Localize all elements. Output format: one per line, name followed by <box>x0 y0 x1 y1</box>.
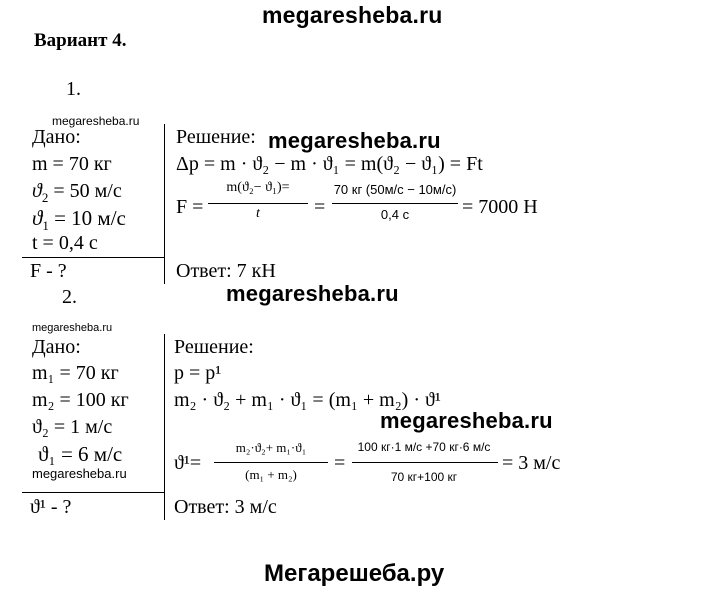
v1-symbol: ϑ <box>32 206 43 230</box>
task1-frac2-denominator: 0,4 с <box>380 207 410 222</box>
task2-given-v2: ϑ₂ = 1 м/с <box>32 416 113 438</box>
task2-given-label: Дано: <box>32 336 81 358</box>
task2-answer: Ответ: 3 м/с <box>174 496 277 518</box>
task2-given-watermark-top: megaresheba.ru <box>32 322 113 334</box>
task2-frac2-numerator: 100 кг·1 м/с +70 кг·6 м/с <box>357 440 491 454</box>
task2-equals: = <box>334 452 346 474</box>
task2-frac2-line <box>352 462 498 463</box>
footer-watermark: Мегарешеба.ру <box>264 560 445 587</box>
task1-frac1-numerator: m(ϑ₂− ϑ₁)= <box>226 180 290 195</box>
task2-frac1-line <box>214 462 328 463</box>
task1-given-v1 <box>32 206 126 234</box>
task1-given-time: t = 0,4 с <box>32 232 98 254</box>
task1-equals: = <box>314 196 326 218</box>
task1-frac1-line <box>208 203 308 204</box>
task1-given-mass: m = 70 кг <box>32 153 112 175</box>
task2-given-watermark-bottom: megaresheba.ru <box>32 466 127 481</box>
task1-force-lhs: F = <box>176 196 204 218</box>
task1-given-v2 <box>32 180 122 206</box>
v2-symbol: ϑ <box>32 180 42 202</box>
task2-number: 2. <box>62 286 77 308</box>
task1-solution-watermark: megaresheba.ru <box>268 128 441 153</box>
task2-solution-label: Решение: <box>174 336 254 358</box>
task2-column-divider <box>164 334 165 520</box>
task1-momentum-equation: Δp = m · ϑ₂ − m · ϑ₁ = m(ϑ₂ − ϑ₁) = Ft <box>176 153 483 175</box>
task1-column-divider <box>164 124 165 284</box>
task2-frac1-denominator: (m₁ + m₂) <box>245 467 297 482</box>
task2-given-v1: ϑ₁ = 6 м/с <box>38 442 123 466</box>
v2-subscript: 2 <box>41 190 49 205</box>
task2-given-m2: m₂ = 100 кг <box>32 389 129 411</box>
task1-find: F - ? <box>30 260 67 282</box>
task1-force-result: = 7000 Н <box>462 196 538 218</box>
task1-answer: Ответ: 7 кН <box>176 260 276 282</box>
v2-value: = 50 м/с <box>48 180 122 202</box>
task2-frac2-denominator: 70 кг+100 кг <box>390 470 458 484</box>
task2-velocity-lhs: ϑ¹= <box>174 452 202 474</box>
header-watermark: megaresheba.ru <box>262 2 443 28</box>
task1-given-divider <box>22 257 164 258</box>
v1-subscript: 1 <box>42 218 49 234</box>
task1-given-label: Дано: <box>32 126 81 148</box>
task1-frac2-line <box>332 203 458 204</box>
variant-title: Вариант 4. <box>34 30 127 51</box>
task2-momentum-conservation: p = p¹ <box>174 362 222 384</box>
task2-momentum-equation: m₂ · ϑ₂ + m₁ · ϑ₁ = (m₁ + m₂) · ϑ¹ <box>174 389 441 411</box>
task1-frac1-denominator: t <box>256 206 260 221</box>
middle-watermark: megaresheba.ru <box>226 281 399 306</box>
task2-frac1-numerator: m₂·ϑ₂+ m₁·ϑ₁ <box>235 440 307 455</box>
task1-frac2-numerator: 70 кг (50м/с − 10м/с) <box>333 182 457 197</box>
task1-given-watermark: megaresheba.ru <box>52 114 140 128</box>
task2-given-divider <box>22 492 164 493</box>
task2-velocity-result: = 3 м/с <box>502 452 561 474</box>
v1-value: = 10 м/с <box>48 206 126 230</box>
task2-solution-watermark: megaresheba.ru <box>380 408 553 433</box>
task2-find: ϑ¹ - ? <box>30 496 72 518</box>
task1-solution-label: Решение: <box>176 126 256 148</box>
task2-given-m1: m₁ = 70 кг <box>32 362 119 384</box>
task1-number: 1. <box>66 78 81 100</box>
